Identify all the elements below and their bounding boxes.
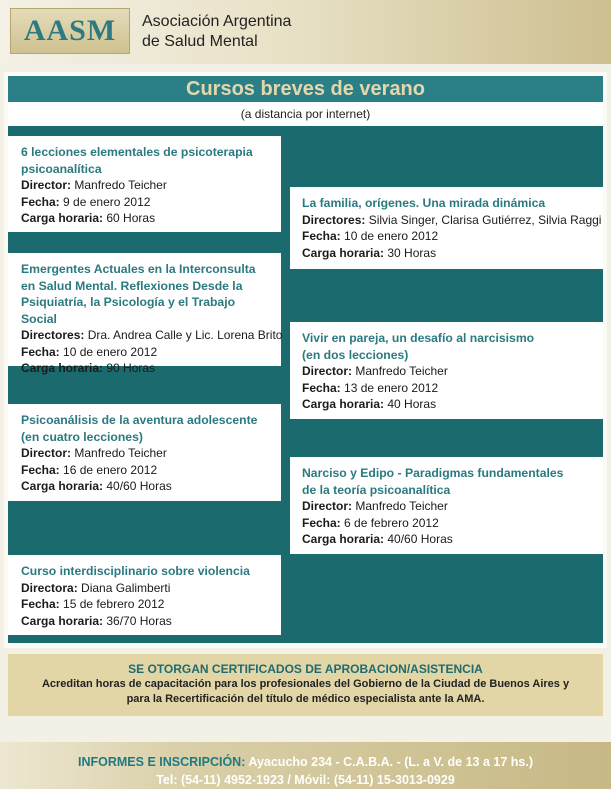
course-title-line: Narciso y Edipo - Paradigmas fundamentales [302,466,564,480]
course-date: Fecha: 13 de enero 2012 [302,380,439,395]
course-date: Fecha: 9 de enero 2012 [21,194,151,209]
course-card-6 [290,457,603,554]
footer-info-line [0,755,611,769]
course-hours: Carga horaria: 40 Horas [302,397,437,411]
course-card-4 [290,322,603,419]
page-title: Cursos breves de verano [186,78,425,100]
course-date: Fecha: 10 de enero 2012 [302,229,439,243]
course-director: Directora: Diana Galimberti [21,580,171,595]
course-date: Fecha: 15 de febrero 2012 [21,597,165,611]
course-date: Fecha: 10 de enero 2012 [21,344,158,359]
course-hours: Carga horaria: 40/60 Horas [302,532,453,546]
course-card-1 [8,136,281,232]
course-title-line: en Salud Mental. Reflexiones Desde la [21,278,243,293]
course-hours: Carga horaria: 60 Horas [21,211,156,225]
course-title-line: Vivir en pareja, un desafío al narcisismo [302,331,535,345]
course-title-line: Curso interdisciplinario sobre violencia [21,564,250,578]
aasm-logo: AASM [10,8,130,54]
course-director: Director: Manfredo Teicher [21,178,167,192]
course-title-line: de la teoría psicoanalítica [302,482,451,497]
header-banner [0,0,611,64]
course-hours: Carga horaria: 90 Horas [21,361,156,375]
course-title-line: La familia, orígenes. Una mirada dinámica [302,196,546,210]
course-hours: Carga horaria: 36/70 Horas [21,613,172,628]
course-title-line: Psicoanálisis de la aventura adolescente [21,413,258,427]
course-card-5 [8,404,281,501]
course-hours: Carga horaria: 30 Horas [302,245,437,260]
course-director: Director: Manfredo Teicher [302,364,448,378]
org-name [142,12,291,52]
course-directors: Directores: Silvia Singer, Clarisa Gutiérrez, Silvia Raggi [302,212,602,227]
course-hours: Carga horaria: 40/60 Horas [21,479,172,493]
course-title-line: psicoanalítica [21,161,102,176]
course-director: Director: Manfredo Teicher [302,499,448,513]
footer-phone: Tel: (54-11) 4952-1923 / Móvil: (54-11) 15-3013-0929 [156,773,455,787]
cert-line-2: para la Recertificación del título de médico especialista ante la AMA. [126,693,485,705]
course-date: Fecha: 6 de febrero 2012 [302,515,439,530]
course-title-line: Emergentes Actuales en la Interconsulta [21,262,256,276]
cert-heading: SE OTORGAN CERTIFICADOS DE APROBACION/ASISTENCIA [128,662,483,676]
footer-banner [0,742,611,789]
org-name-line1: Asociación Argentina [142,13,292,30]
course-title-line: Psiquiatría, la Psicología y el Trabajo Social [21,295,236,326]
footer-label: INFORMES E INSCRIPCIÓN: [78,755,246,769]
course-card-7 [8,555,281,635]
certificates-box [8,654,603,716]
org-name-line2: de Salud Mental [142,33,258,50]
course-card-2 [290,187,603,269]
course-title-line: (en cuatro lecciones) [21,429,143,444]
course-card-3 [8,253,283,375]
course-director: Director: Manfredo Teicher [21,446,167,460]
course-directors: Directores: Dra. Andrea Calle y Lic. Lorena Brito [21,328,283,342]
course-date: Fecha: 16 de enero 2012 [21,462,158,477]
course-title-line: (en dos lecciones) [302,347,409,362]
course-title-line: 6 lecciones elementales de psicoterapia [21,145,253,159]
page-subtitle: (a distancia por internet) [240,107,371,121]
cert-line-1: Acreditan horas de capacitación para los profesionales del Gobierno de la Ciudad de Buenos Aires y [41,678,570,690]
footer-address: Ayacucho 234 - C.A.B.A. - (L. a V. de 13 a 17 hs.) [248,755,533,769]
